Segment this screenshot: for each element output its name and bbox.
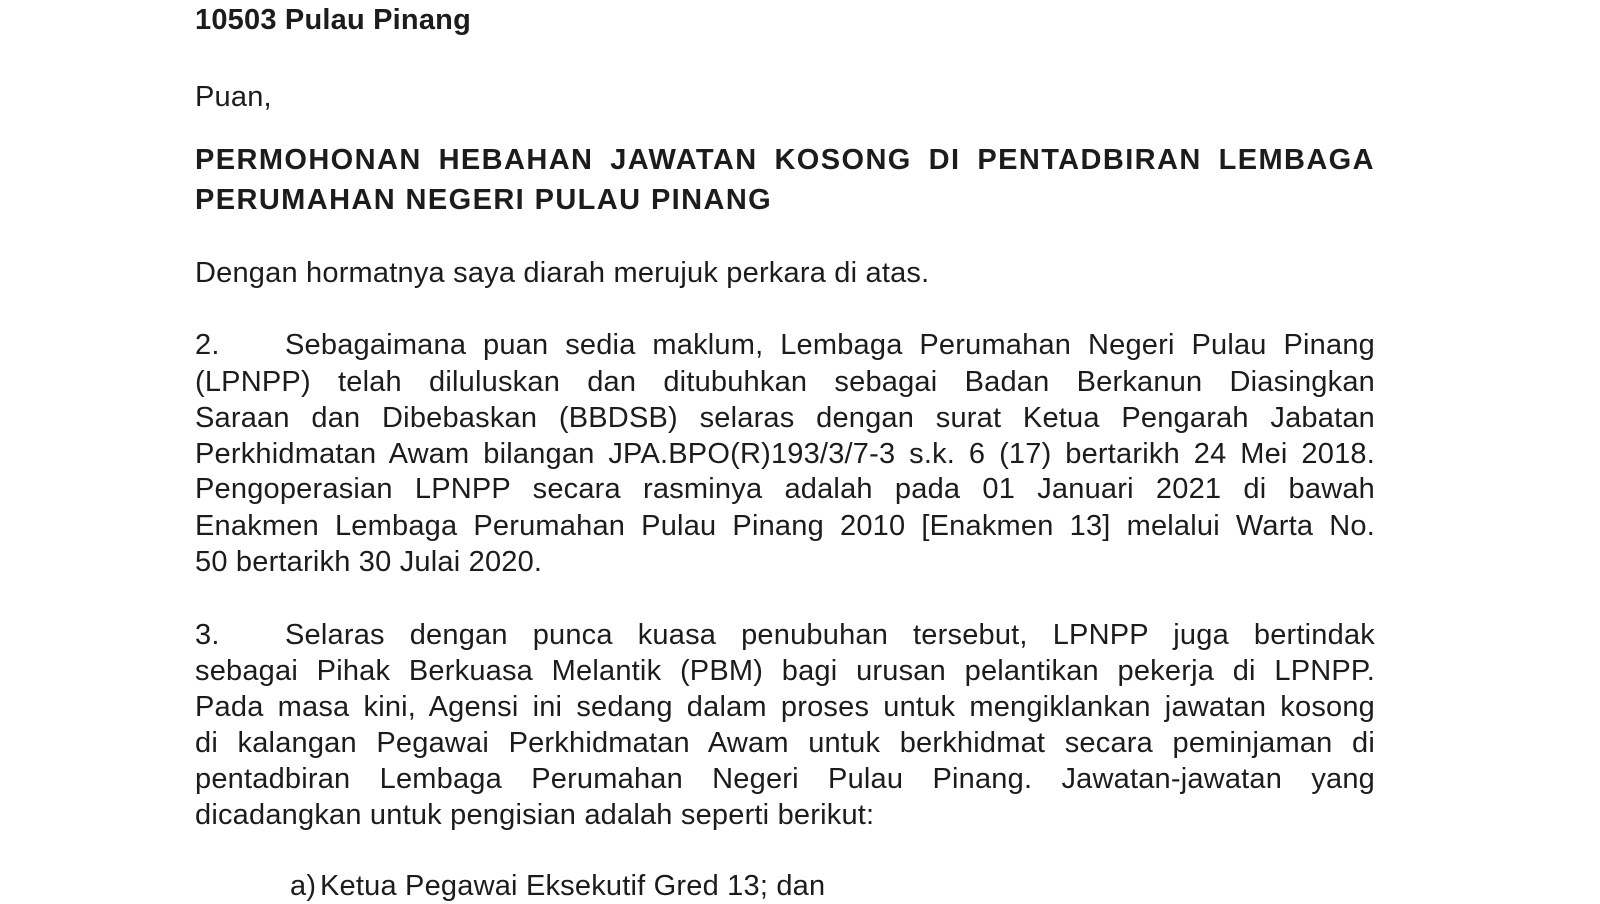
paragraph-3-line-5: pentadbiran Lembaga Perumahan Negeri Pulau Pinang. Jawatan-jawatan yang — [195, 763, 1375, 795]
subject-line-1: PERMOHONAN HEBAHAN JAWATAN KOSONG DI PENTADBIRAN LEMBAGA — [195, 144, 1375, 176]
paragraph-2-line-2: (LPNPP) telah diluluskan dan ditubuhkan sebagai Badan Berkanun Diasingkan — [195, 366, 1375, 398]
paragraph-3-line-1-text: Selaras dengan punca kuasa penubuhan tersebut, LPNPP juga bertindak — [285, 619, 1375, 651]
salutation: Puan, — [195, 81, 272, 113]
paragraph-3-line-4: di kalangan Pegawai Perkhidmatan Awam untuk berkhidmat secara peminjaman di — [195, 727, 1375, 759]
paragraph-2-number: 2. — [195, 329, 220, 361]
paragraph-2-line-6: Enakmen Lembaga Perumahan Pulau Pinang 2010 [Enakmen 13] melalui Warta No. — [195, 510, 1375, 542]
subject-line-2: PERUMAHAN NEGERI PULAU PINANG — [195, 184, 773, 216]
paragraph-3-number: 3. — [195, 619, 220, 651]
paragraph-2-line-7: 50 bertarikh 30 Julai 2020. — [195, 546, 543, 578]
paragraph-2-line-3: Saraan dan Dibebaskan (BBDSB) selaras dengan surat Ketua Pengarah Jabatan — [195, 402, 1375, 434]
list-item-1-marker: a) — [290, 870, 317, 902]
paragraph-3-line-2: sebagai Pihak Berkuasa Melantik (PBM) bagi urusan pelantikan pekerja di LPNPP. — [195, 655, 1375, 687]
list-item-1 — [290, 868, 825, 904]
paragraph-2-line-5: Pengoperasian LPNPP secara rasminya adalah pada 01 Januari 2021 di bawah — [195, 473, 1375, 505]
paragraph-2-line-1 — [195, 327, 1375, 363]
paragraph-2-line-1-text: Sebagaimana puan sedia maklum, Lembaga Perumahan Negeri Pulau Pinang — [285, 329, 1375, 361]
list-item-1-text: Ketua Pegawai Eksekutif Gred 13; dan — [320, 870, 826, 902]
address-postcode-city: 10503 Pulau Pinang — [195, 4, 471, 36]
paragraph-3-line-6: dicadangkan untuk pengisian adalah seperti berikut: — [195, 799, 875, 831]
opening-sentence: Dengan hormatnya saya diarah merujuk perkara di atas. — [195, 257, 930, 289]
paragraph-3-line-1 — [195, 617, 1375, 653]
paragraph-3-line-3: Pada masa kini, Agensi ini sedang dalam proses untuk mengiklankan jawatan kosong — [195, 691, 1375, 723]
paragraph-2-line-4: Perkhidmatan Awam bilangan JPA.BPO(R)193/3/7-3 s.k. 6 (17) bertarikh 24 Mei 2018. — [195, 438, 1375, 470]
